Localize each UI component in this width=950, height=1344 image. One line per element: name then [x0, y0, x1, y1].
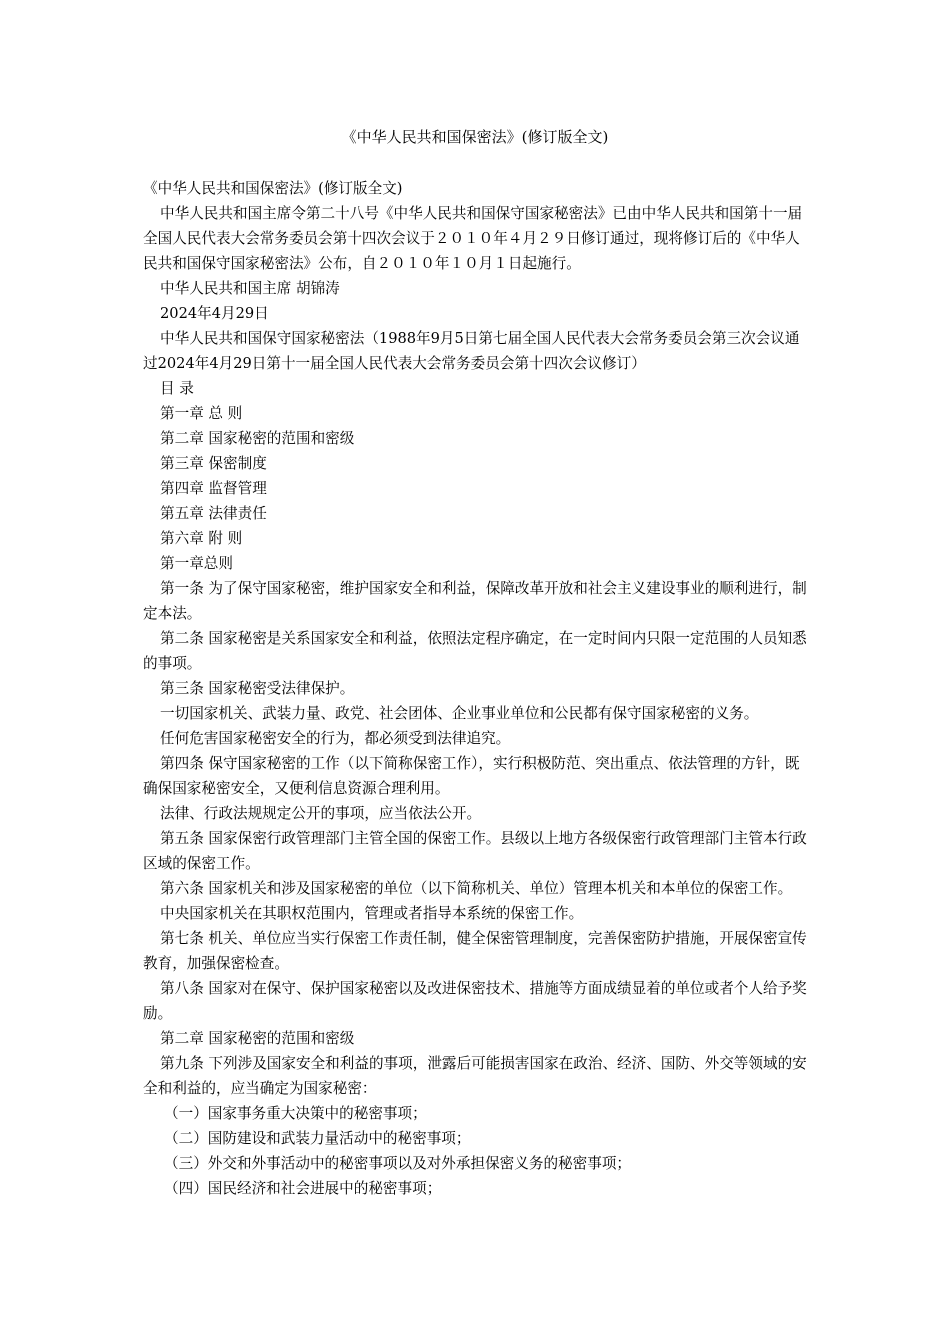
paragraph: 第六章 附 则 [160, 530, 243, 547]
paragraph: 2024年4月29日 [160, 305, 269, 322]
paragraph: 第二章 国家秘密的范围和密级 [160, 1030, 355, 1047]
paragraph: 第二章 国家秘密的范围和密级 [160, 430, 355, 447]
paragraph: 中华人民共和国主席令第二十八号《中华人民共和国保守国家秘密法》已由中华人民共和国第十一届全国人民代表大会常务委员会第十四次会议于２０１０年４月２９日修订通过，现将修订后的《中华人民共和国保守国家秘密法》公布，自２０１０年１０月１日起施行。 [143, 205, 803, 272]
paragraph: 法律、行政法规规定公开的事项，应当依法公开。 [160, 805, 482, 822]
paragraph: 第一章 总 则 [160, 405, 243, 422]
paragraph: 第一章总则 [160, 555, 233, 572]
paragraph: 第一条 为了保守国家秘密，维护国家安全和利益，保障改革开放和社会主义建设事业的顺利进行，制定本法。 [143, 580, 807, 622]
paragraph: （一）国家事务重大决策中的秘密事项； [164, 1105, 427, 1122]
paragraph: 目 录 [160, 380, 194, 397]
document-title: 《中华人民共和国保密法》(修订版全文) [341, 128, 609, 146]
paragraph: 中华人民共和国保守国家秘密法（1988年9月5日第七届全国人民代表大会常务委员会第三次会议通过2024年4月29日第十一届全国人民代表大会常务委员会第十四次会议修订） [143, 330, 800, 372]
paragraph: （二）国防建设和武装力量活动中的秘密事项； [164, 1130, 471, 1147]
paragraph: 第三章 保密制度 [160, 455, 267, 472]
paragraph: 《中华人民共和国保密法》(修订版全文) [143, 180, 403, 197]
document-body [143, 176, 811, 1201]
paragraph: 中央国家机关在其职权范围内，管理或者指导本系统的保密工作。 [160, 905, 584, 922]
paragraph: 第四条 保守国家秘密的工作（以下简称保密工作），实行积极防范、突出重点、依法管理的方针，既确保国家秘密安全，又便利信息资源合理利用。 [143, 755, 800, 797]
paragraph: 第四章 监督管理 [160, 480, 267, 497]
paragraph: （三）外交和外事活动中的秘密事项以及对外承担保密义务的秘密事项； [164, 1155, 632, 1172]
paragraph: 第三条 国家秘密受法律保护。 [160, 680, 355, 697]
paragraph: 任何危害国家秘密安全的行为，都必须受到法律追究。 [160, 730, 511, 747]
paragraph: 中华人民共和国主席 胡锦涛 [160, 280, 340, 297]
paragraph: 第二条 国家秘密是关系国家安全和利益，依照法定程序确定，在一定时间内只限一定范围的人员知悉的事项。 [143, 630, 807, 672]
paragraph: （四）国民经济和社会进展中的秘密事项； [164, 1180, 442, 1197]
paragraph: 第七条 机关、单位应当实行保密工作责任制，健全保密管理制度，完善保密防护措施，开展保密宣传教育，加强保密检查。 [143, 930, 807, 972]
paragraph: 第五章 法律责任 [160, 505, 267, 522]
paragraph: 一切国家机关、武装力量、政党、社会团体、企业事业单位和公民都有保守国家秘密的义务。 [160, 705, 759, 722]
paragraph: 第六条 国家机关和涉及国家秘密的单位（以下简称机关、单位）管理本机关和本单位的保密工作。 [160, 880, 793, 897]
paragraph: 第九条 下列涉及国家安全和利益的事项，泄露后可能损害国家在政治、经济、国防、外交等领域的安全和利益的，应当确定为国家秘密： [143, 1055, 807, 1097]
paragraph: 第五条 国家保密行政管理部门主管全国的保密工作。县级以上地方各级保密行政管理部门主管本行政区域的保密工作。 [143, 830, 807, 872]
paragraph: 第八条 国家对在保守、保护国家秘密以及改进保密技术、措施等方面成绩显着的单位或者个人给予奖励。 [143, 980, 807, 1022]
